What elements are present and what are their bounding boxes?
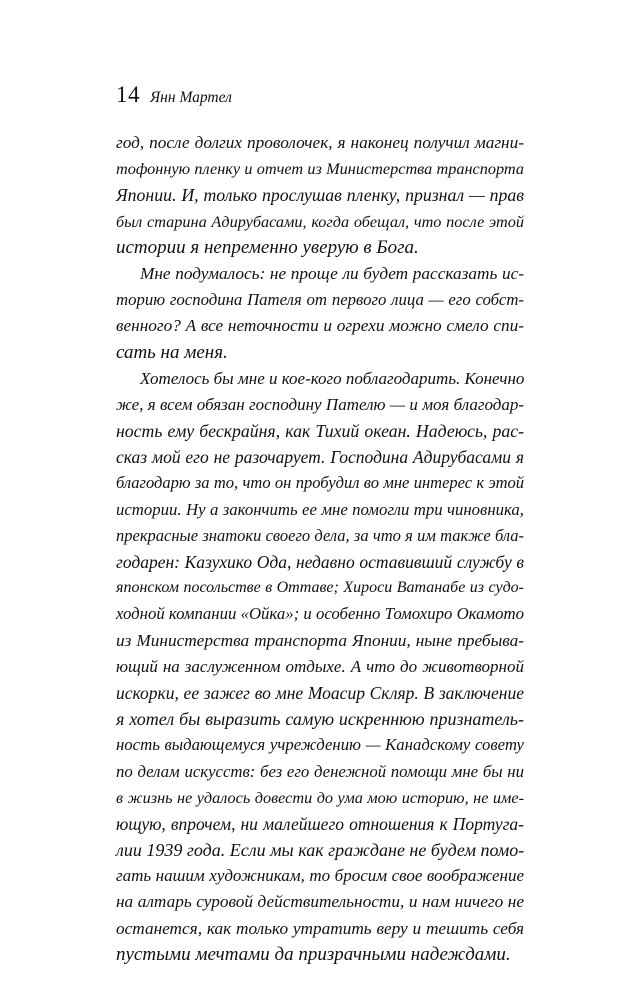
text-line: был старина Адирубасами, когда обещал, что после этой xyxy=(116,212,524,231)
text-line: гать нашим художникам, то бросим свое воображение xyxy=(116,866,524,886)
text-line: Японии. И, только прослушав пленку, признал — прав xyxy=(116,185,524,206)
text-line: пустыми мечтами да призрачными надеждами. xyxy=(116,943,511,965)
body-text xyxy=(116,130,524,968)
text-line: венного? А все неточности и огрехи можно смело спи- xyxy=(116,316,524,336)
text-line: тофонную пленку и отчет из Министерства транспорта xyxy=(116,160,524,179)
text-line: лии 1939 года. Если мы как граждане не будем помо- xyxy=(116,840,525,861)
text-line: ность выдающемуся учреждению — Канадскому совету xyxy=(116,735,524,755)
text-line: ность ему бескрайня, как Тихий океан. Надеюсь, рас- xyxy=(116,421,524,442)
text-line: сказ мой его не разочарует. Господина Адирубасами я xyxy=(116,447,524,468)
text-line: я хотел бы выразить самую искреннюю признатель- xyxy=(116,709,524,730)
page-number: 14 xyxy=(116,82,140,107)
text-line: истории. Ну а закончить ее мне помогли три чиновника, xyxy=(116,499,524,519)
text-line: ющий на заслуженном отдыхе. А что до животворной xyxy=(116,656,524,676)
text-line: ющую, впрочем, ни малейшего отношения к Португа- xyxy=(116,813,524,834)
text-line: в жизнь не удалось довести до ума мою историю, не име- xyxy=(116,788,524,807)
text-line: торию господина Пателя от первого лица — его собст- xyxy=(116,290,524,310)
text-line: годарен: Казухико Ода, недавно оставивший службу в xyxy=(116,552,524,572)
text-line: же, я всем обязан господину Пателю — и моя благодар- xyxy=(116,394,524,414)
text-line: японском посольстве в Оттаве; Хироси Ватанабе из судо- xyxy=(116,579,524,597)
text-line: прекрасные знатоки своего дела, за что я им также бла- xyxy=(116,525,524,545)
text-line: благодарю за то, что он пробудил во мне интерес к этой xyxy=(116,473,524,493)
running-head xyxy=(116,82,232,112)
text-line: Мне подумалось: не проще ли будет рассказать ис- xyxy=(140,263,524,283)
text-line: из Министерства транспорта Японии, ныне пребыва- xyxy=(116,630,524,650)
text-line: искорки, ее зажег во мне Моасир Скляр. В заключение xyxy=(116,682,524,703)
text-line: на алтарь суровой действительности, и нам ничего не xyxy=(116,892,524,912)
text-line: останется, как только утратить веру и тешить себя xyxy=(116,918,524,938)
author-name: Янн Мартел xyxy=(150,89,232,106)
text-line: Хотелось бы мне и кое-кого поблагодарить. Конечно xyxy=(140,368,525,388)
text-line: по делам искусств: без его денежной помощи мне бы ни xyxy=(116,761,524,781)
text-line: год, после долгих проволочек, я наконец получил магни- xyxy=(116,133,524,152)
text-line: истории я непременно уверую в Бога. xyxy=(116,236,419,258)
text-line: сать на меня. xyxy=(116,341,228,363)
text-line: ходной компании «Ойка»; и особенно Томохиро Окамото xyxy=(116,604,524,624)
